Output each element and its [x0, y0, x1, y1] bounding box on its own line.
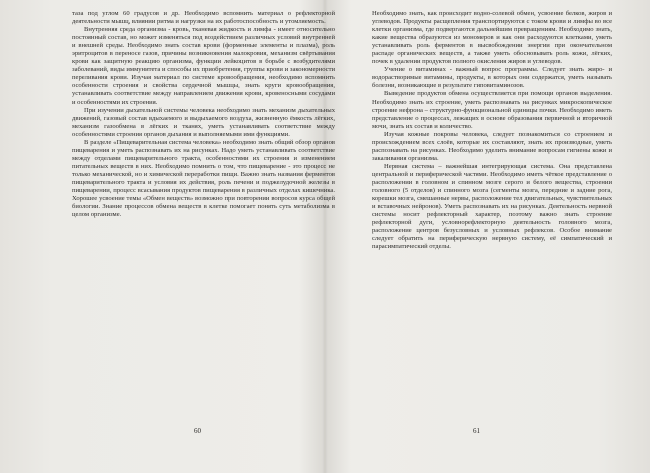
- left-page-number: 60: [194, 427, 201, 435]
- right-paragraph-1: Необходимо знать, как происходит водно-солевой обмен, усвоение белков, жиров и углеводов. Продукты расщепления транспортируются с током крови и лимфы во все клетки организма, где подвергаются дальнейшим превращениям. Необходимо знать, какие вещества образуются из мономеров и как они расходуются клетками, уметь устанавливать роль ферментов в высвобождении энергии при окончательном распаде органических веществ, а также уметь обосновывать роль кожи, лёгких, почек в удалении продуктов полного окисления жиров и углеводов.: [372, 10, 612, 66]
- left-page: [72, 10, 335, 450]
- left-paragraph-3: При изучении дыхательной системы человека необходимо знать механизм дыхательных движений, газовый состав вдыхаемого и выдыхаемого воздуха, жизненную ёмкость лёгких, механизм газообмена в лёгких и тканях, уметь устанавливать соответствие между особенностями строения органов дыхания и выполняемыми ими функциями.: [72, 106, 335, 138]
- left-paragraph-1: таза под углом 60 градусов и др. Необходимо вспомнить материал о рефлекторной деятельности мышц, влиянии ритма и нагрузки на их работоспособность и утомляемость.: [72, 10, 335, 26]
- right-paragraph-3: Выведение продуктов обмена осуществляется при помощи органов выделения. Необходимо знать их строение, уметь распознавать на рисунках микроскопическое строение нефрона – структурно-функциональной единицы почки. Необходимо иметь представление о процессах, лежащих в основе образования первичной и вторичной мочи, знать их состав и количество.: [372, 90, 612, 130]
- left-paragraph-2: Внутренняя среда организма - кровь, тканевая жидкость и лимфа - имеет относительно постоянный состав, но может изменяться под воздействием различных условий внутренней и внешней среды. Необходимо знать состав крови (форменные элементы и плазма), роль эритроцитов в переносе газов, причины возникновения малокровия, механизм свёртывания крови как защитную реакцию организма, функции лейкоцитов в борьбе с возбудителями заболеваний, виды иммунитета и способы их приобретения, группы крови и закономерности переливания крови. Изучая материал по системе кровообращения, необходимо вспомнить особенности строения и свойства сердечной мышцы, знать круги кровообращения, устанавливать соответствие между направлением движения крови, кровеносными сосудами и особенностями их строения.: [72, 26, 335, 106]
- right-paragraph-5: Нервная система – важнейшая интегрирующая система. Она представлена центральной и периферической частями. Необходимо иметь чёткое представление о расположении в головном и спинном мозге серого и белого вещества, строении головного (5 отделов) и спинного мозга (сегменты мозга, передние и задние рога, корешки мозга, смешанные нервы, расположение тел двигательных, чувствительных и вставочных нейронов). Уметь распознавать их на рисунках. Деятельность нервной системы носит рефлекторный характер, поэтому важно знать строение рефлекторной дуги, условнорефлекторную деятельность головного мозга, расположение центров безусловных и условных рефлексов. Особое внимание следует обратить на периферическую нервную систему, её симпатический и парасимпатический отделы.: [372, 162, 612, 251]
- right-page-number: 61: [473, 427, 480, 435]
- right-paragraph-2: Учение о витаминах - важный вопрос программы. Следует знать жиро- и водорастворимые витамины, продукты, в которых они содержатся, уметь называть болезни, возникающие в результате гиповитаминозов.: [372, 66, 612, 90]
- right-page: [372, 10, 612, 450]
- left-paragraph-4: В разделе «Пищеварительная система человека» необходимо знать общий обзор органов пищеварения и уметь распознавать их на рисунках. Надо уметь устанавливать соответствие между отделами пищеварительного тракта, особенностями их строения и изменением питательных веществ в них. Необходимо помнить о том, что пищеварение - это процесс не только механической, но и химической переработки пищи. Важно знать названия ферментов пищеварительного тракта и условия их действия, роль печени и поджелудочной железы в пищеварении, процесс всасывания продуктов пищеварения в различных отделах кишечника. Хорошее усвоение темы «Обмен веществ» возможно при повторении вопросов курса общей биологии. Знание процессов обмена веществ в клетке помогает понять суть метаболизма в целом организме.: [72, 138, 335, 219]
- right-paragraph-4: Изучая кожные покровы человека, следует познакомиться со строением и происхождением всех слоёв, которые их составляют, знать их производные, уметь распознавать на рисунках. Необходимо уделить внимание вопросам гигиены кожи и закаливания организма.: [372, 130, 612, 162]
